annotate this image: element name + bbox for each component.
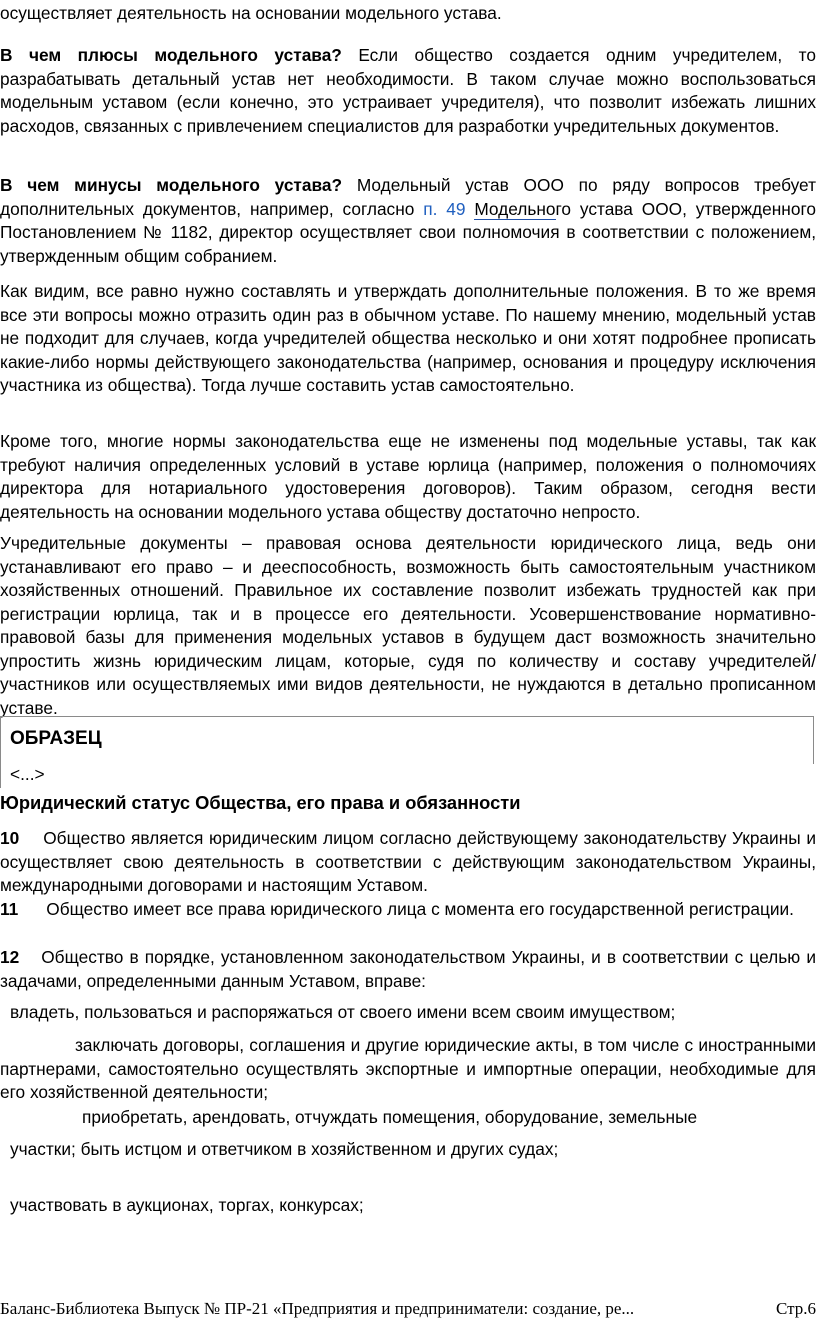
clause-11-number: 11: [0, 899, 19, 919]
minuses-space: [465, 199, 474, 219]
sample-frame-top: [0, 716, 814, 717]
sample-ellipsis: <...>: [10, 764, 45, 784]
clause-10-text: Общество является юридическим лицом согласно действующему законодательству Украины и осуществляет свою деятельность в соответствии с действующим законодательством Украины, международными договорами и настоящим Уставом.: [0, 828, 816, 895]
sample-title: ОБРАЗЕЦ: [10, 728, 102, 749]
section-heading: Юридический статус Общества, его права и обязанности: [0, 792, 521, 813]
footer-publication: Баланс-Библиотека Выпуск № ПР-21 «Предприятия и предприниматели: создание, ре...: [0, 1299, 635, 1318]
footer-page-number: Стр.6: [775, 1299, 816, 1318]
clause-10: [0, 827, 816, 898]
pluses-text: Если общество создается одним учредителем, то разрабатывать детальный устав нет необходимости. В таком случае можно воспользоваться модельным уставом (если конечно, это устраивает учредителя), что позволит избежать лишних расходов, связанных с привлечением специалистов для разработки учредительных документов.: [0, 45, 816, 136]
clause-49-link[interactable]: п. 49: [423, 198, 466, 219]
clause-12-number: 12: [0, 947, 20, 967]
minuses-text-b: го устава ООО, утвержденного Постановлением № 1182, директор осуществляет свои полномочия в соответствии с положением, утвержденным общим собранием.: [0, 198, 816, 266]
paragraph-conclusion-2: Кроме того, многие нормы законодательства еще не изменены под модельные уставы, так как требуют наличия определенных условий в уставе юрлица (например, положения о полномочиях директора для нотариального удостоверения договоров). Таким образом, сегодня вести деятельность на основании модельного устава обществу достаточно непросто.: [0, 431, 816, 522]
clause-11: [0, 898, 816, 922]
paragraph-conclusion-1: Как видим, все равно нужно составлять и утверждать дополнительные положения. В то же время все эти вопросы можно отразить один раз в обычном уставе. По нашему мнению, модельный устав не подходит для случаев, когда учредителей общества несколько и они хотят подробнее прописать какие-либо нормы действующего законодательства (например, основания и процедуру исключения участника из общества). Тогда лучше составить устав самостоятельно.: [0, 281, 816, 395]
clause-12-text: Общество в порядке, установленном законодательством Украины, и в соответствии с целью и задачами, определенными данным Уставом, вправе:: [0, 947, 816, 991]
pluses-question: В чем плюсы модельного устава?: [0, 45, 342, 65]
right-item-4: участвовать в аукционах, торгах, конкурсах;: [10, 1195, 364, 1215]
right-item-2: заключать договоры, соглашения и другие юридические акты, в том числе с иностранными партнерами, самостоятельно осуществлять экспортные и импортные операции, необходимые для его хозяйственной деятельности;: [0, 1035, 816, 1102]
clause-10-number: 10: [0, 828, 20, 848]
clause-12: [0, 946, 816, 993]
minuses-question: В чем минусы модельного устава?: [0, 175, 343, 195]
paragraph-intro: осуществляет деятельность на основании модельного устава.: [0, 3, 502, 23]
clause-11-text: Общество имеет все права юридического лица с момента его государственной регистрации.: [46, 899, 794, 919]
right-item-1: владеть, пользоваться и распоряжаться от своего имени всем своим имуществом;: [10, 1002, 676, 1022]
paragraph-pluses: [0, 44, 816, 138]
sample-frame-right: [813, 716, 814, 764]
right-item-3b: участки; быть истцом и ответчиком в хозяйственном и других судах;: [10, 1139, 559, 1159]
minuses-text-a: Модельный устав ООО по ряду вопросов требует дополнительных документов, например, согласно: [0, 175, 816, 219]
page-footer: [0, 1299, 816, 1319]
sample-frame-left: [0, 716, 1, 788]
paragraph-minuses: [0, 174, 816, 268]
right-item-3a: приобретать, арендовать, отчуждать помещения, оборудование, земельные: [82, 1107, 698, 1127]
paragraph-conclusion-3: Учредительные документы – правовая основа деятельности юридического лица, ведь они устанавливают его право – и дееспособность, возможность быть самостоятельным участником хозяйственных отношений. Правильное их составление позволит избежать трудностей как при регистрации юрлица, так и в процессе его деятельности. Усовершенствование нормативно-правовой базы для применения модельных уставов в будущем даст возможность значительно упростить жизнь юридическим лицам, которые, судя по количеству и составу учредителей/участников или осуществляемых ими видов деятельности, не нуждаются в детально прописанном уставе.: [0, 533, 816, 718]
model-underlined-text: Модельно: [474, 198, 556, 219]
